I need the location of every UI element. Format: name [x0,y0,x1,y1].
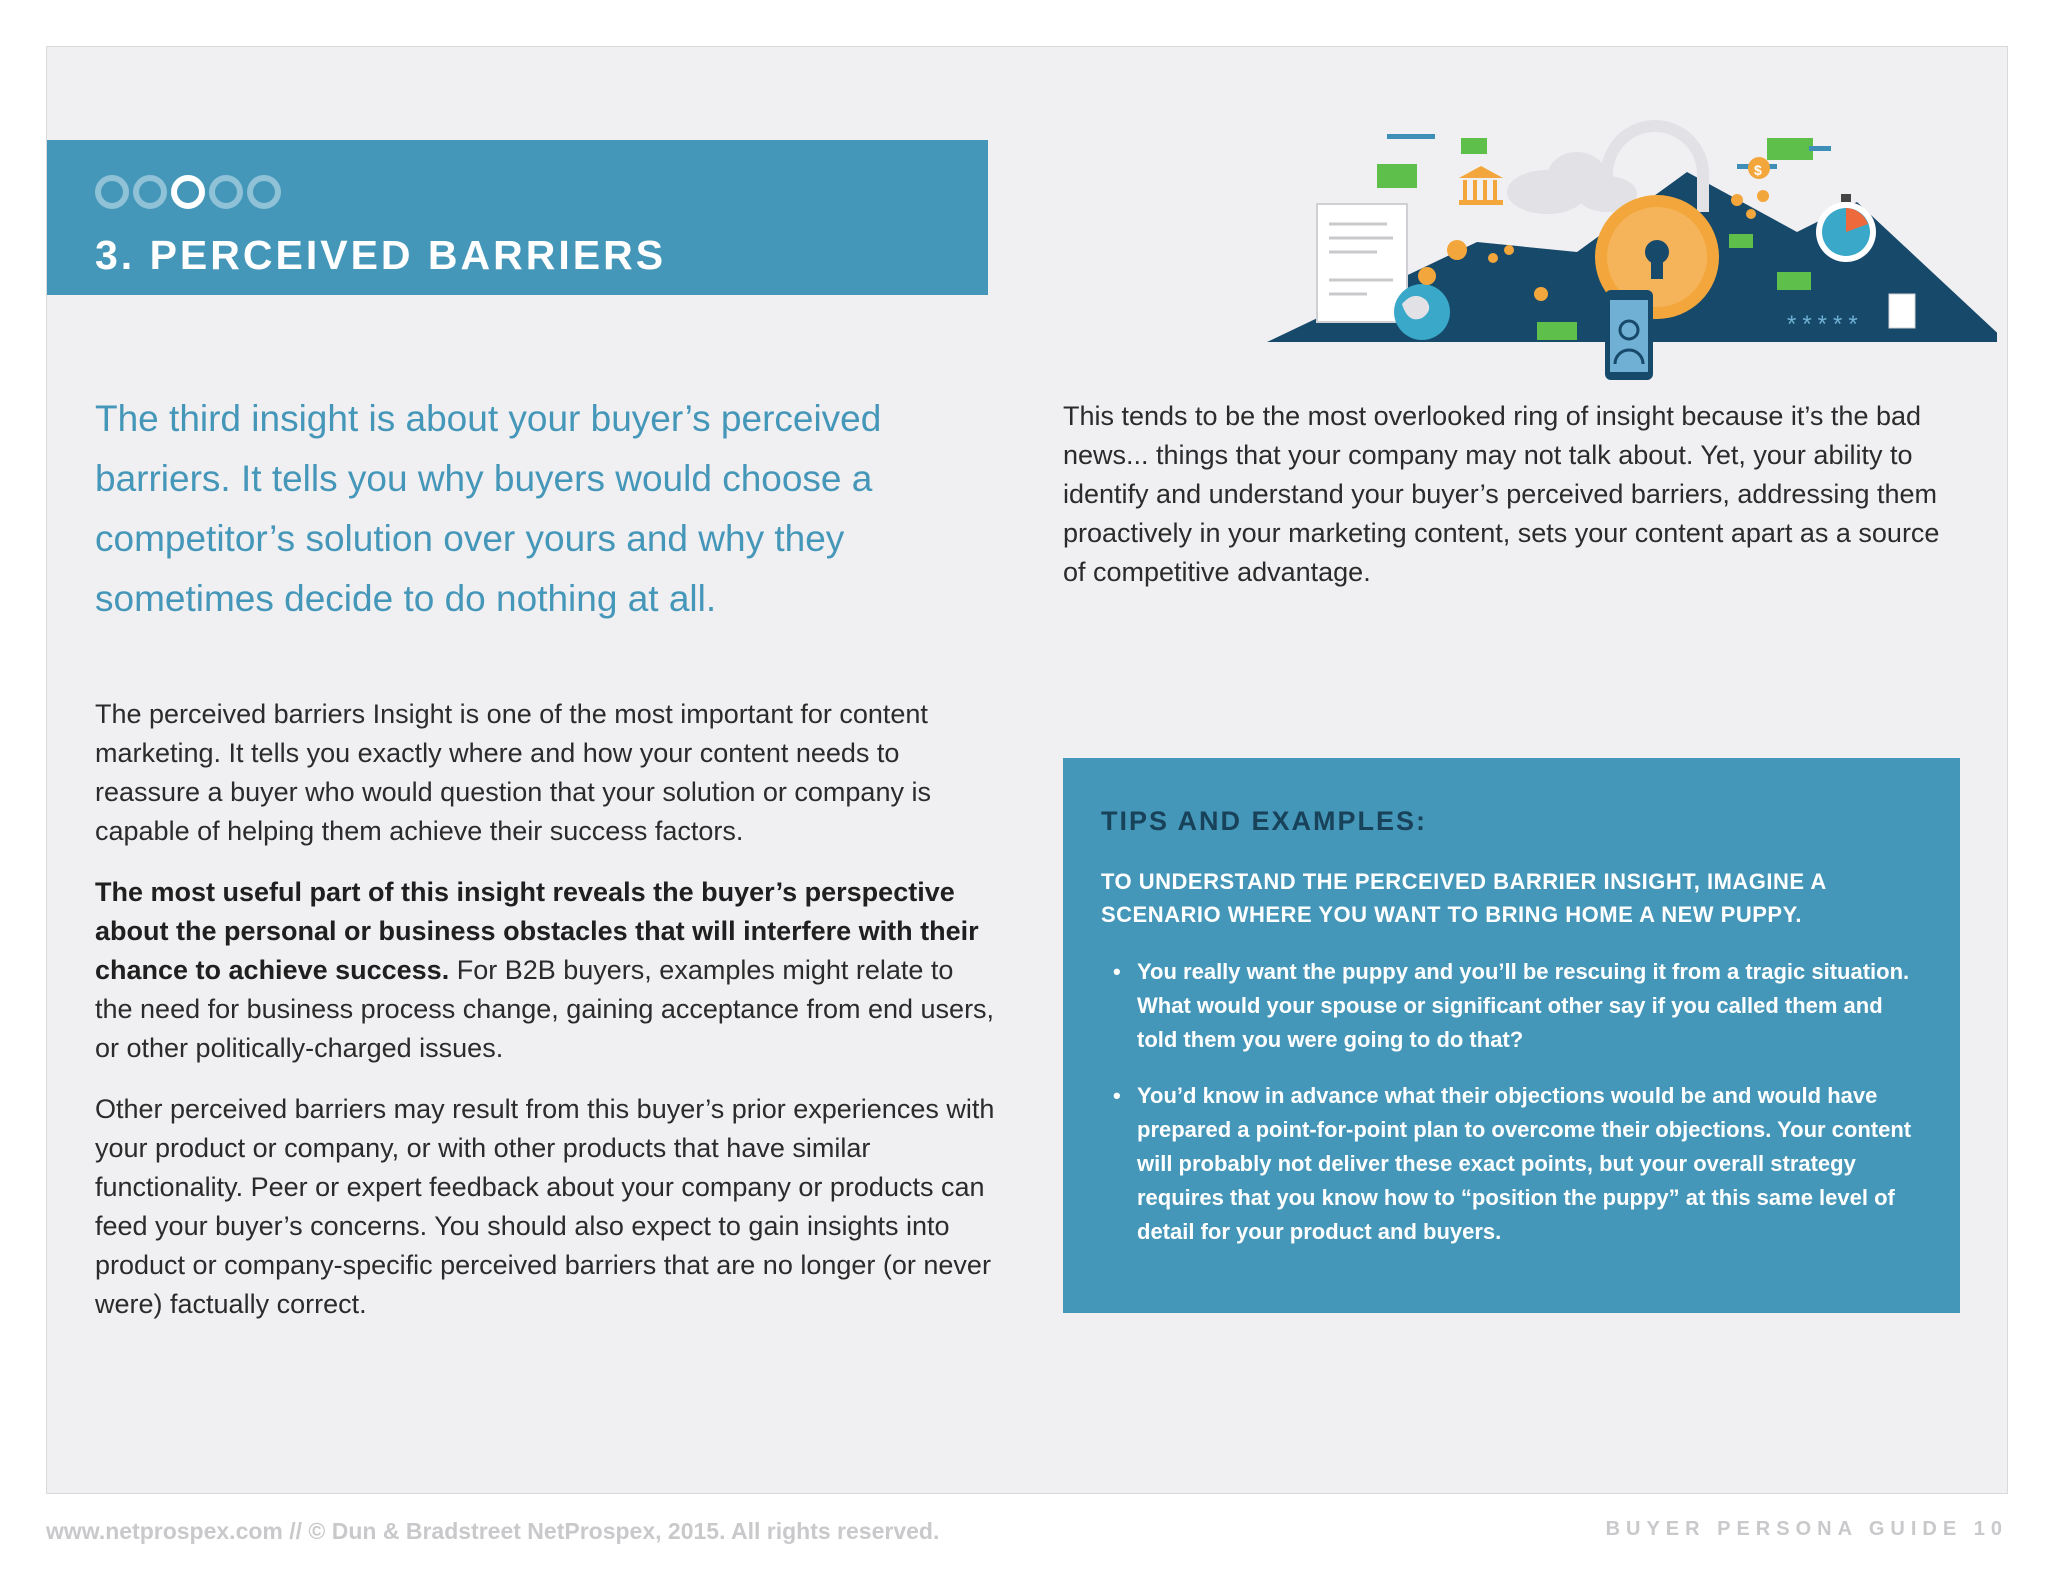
section-title: 3. PERCEIVED BARRIERS [95,232,667,278]
tips-heading: TIPS AND EXAMPLES: [1101,806,1428,836]
tips-list [1101,955,1922,1249]
body-paragraph-2-bold: The most useful part of this insight reveals the buyer’s perspective about the personal or business obstacles that will interfere with their chance to achieve success. [95,877,979,985]
footer-guide-page: BUYER PERSONA GUIDE 10 [1605,1518,2008,1540]
lead-paragraph: The third insight is about your buyer’s perceived barriers. It tells you why buyers would choose a competitor’s solution over yours and why they sometimes decide to do nothing at all. [95,398,882,619]
phone-icon [1605,290,1653,380]
body-paragraph-2-rest: For B2B buyers, examples might relate to the need for business process change, gaining acceptance from end users, or other politically-charged issues. [95,955,995,1063]
body-paragraph-2 [95,873,995,1068]
progress-dot-1 [95,175,129,209]
tips-subheading: TO UNDERSTAND THE PERCEIVED BARRIER INSIGHT, IMAGINE A SCENARIO WHERE YOU WANT TO BRING HOME A NEW PUPPY. [1101,869,1826,927]
bullet-icon: • [1113,1083,1121,1108]
barriers-illustration [1217,82,1997,392]
body-paragraph-3: Other perceived barriers may result from this buyer’s prior experiences with your product or company, or with other products that have similar functionality. Peer or expert feedback about your company or products can feed your buyer’s concerns. You should also expect to gain insights into product or company-specific perceived barriers that are no longer (or never were) factually correct. [95,1094,995,1319]
progress-dot-4 [209,175,243,209]
section-header-band [47,140,988,295]
footer-copyright: www.netprospex.com // © Dun & Bradstreet NetProspex, 2015. All rights reserved. [46,1518,940,1544]
password-mask-text: ***** [1787,311,1864,338]
progress-dot-5 [247,175,281,209]
right-intro-paragraph: This tends to be the most overlooked ring of insight because it’s the bad news... things that your company may not talk about. Yet, your ability to identify and understand your buyer’s perceived barriers, addressing them proactively in your marketing content, sets your content apart as a source of competitive advantage. [1063,401,1940,587]
body-paragraph-1: The perceived barriers Insight is one of the most important for content marketing. It tells you exactly where and how your content needs to reassure a buyer who would question that your solution or company is capable of helping them achieve their success factors. [95,699,931,846]
progress-dot-2 [133,175,167,209]
stopwatch-icon [1816,194,1876,262]
section-progress-indicator [95,175,281,209]
tips-item-text: You’d know in advance what their objections would be and would have prepared a point-for-point plan to overcome their objections. Your content will probably not deliver these exact points, but your overall strategy requires that you know how to “position the puppy” at this same level of detail for your product and buyers. [1137,1083,1912,1244]
globe-icon [1394,284,1450,340]
progress-dot-3-current [171,175,205,209]
tips-callout-box [1063,758,1960,1313]
bank-icon [1459,166,1503,205]
document-page [46,46,2008,1494]
tips-list-item [1113,1079,1922,1249]
cloud-icon [1507,152,1637,214]
coin-currency-symbol: $ [1754,162,1762,178]
tips-list-item [1113,955,1922,1057]
body-column [95,695,995,1346]
bullet-icon: • [1113,959,1121,984]
tips-item-text: You really want the puppy and you’ll be rescuing it from a tragic situation. What would your spouse or significant other say if you called them and told them you were going to do that? [1137,959,1910,1052]
